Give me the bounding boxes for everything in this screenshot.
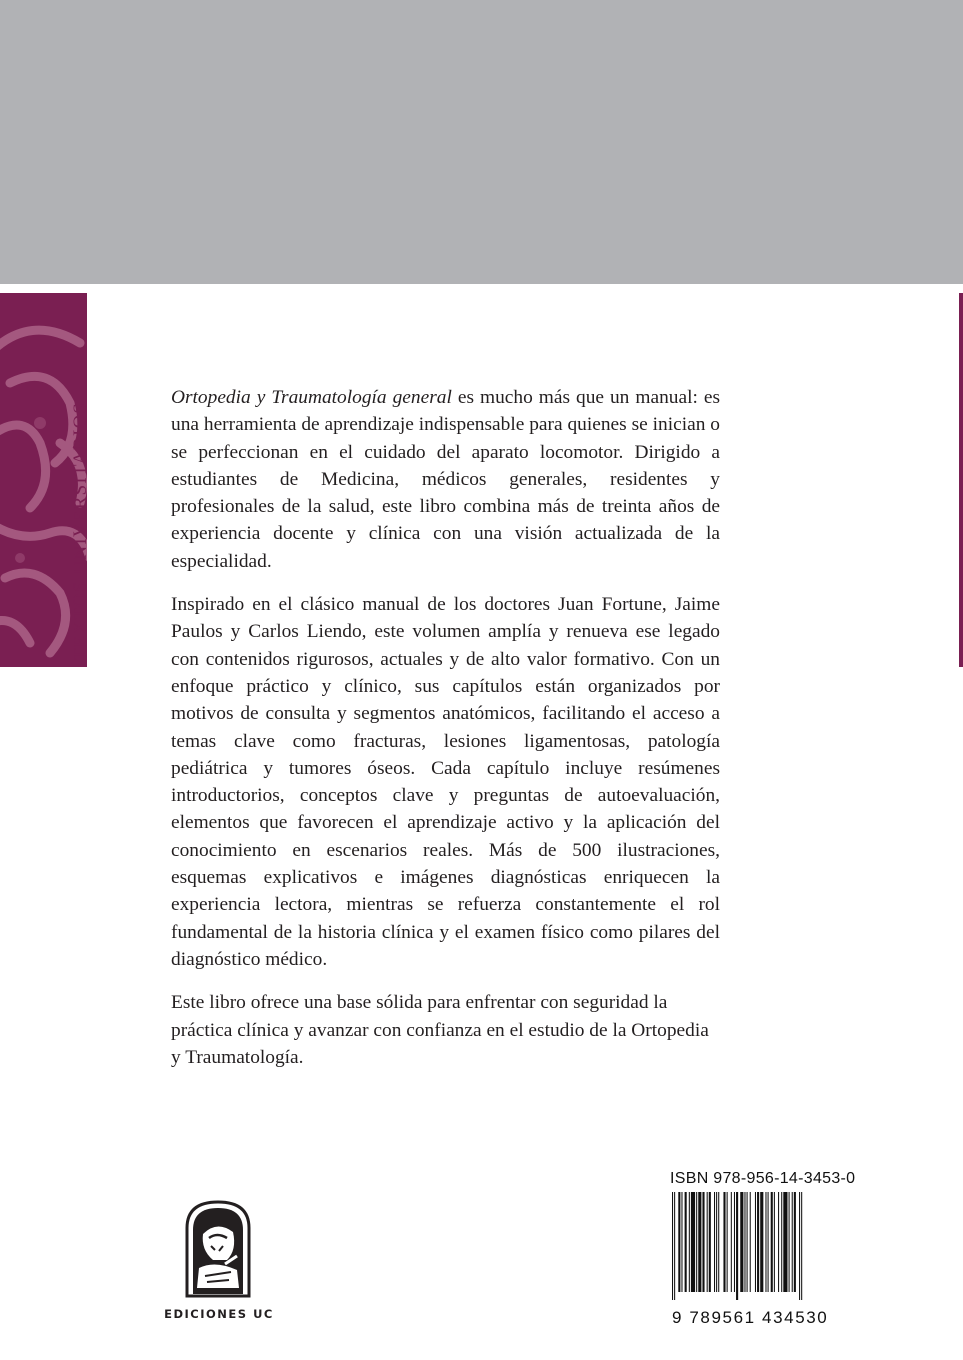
barcode-bar (757, 1192, 759, 1292)
barcode-bar (716, 1192, 717, 1292)
barcode-bar (714, 1192, 715, 1292)
barcode-bar (768, 1192, 769, 1292)
series-label: TEXTOS UNIVERSITARIOS (70, 401, 91, 660)
barcode-bar (696, 1192, 697, 1292)
barcode-icon (670, 1192, 840, 1300)
barcode-bar (778, 1192, 779, 1292)
top-gray-band (0, 0, 963, 284)
barcode-bar (672, 1192, 673, 1300)
barcode-bar (765, 1192, 766, 1292)
barcode-bar (789, 1192, 790, 1292)
barcode-bar (747, 1192, 748, 1292)
barcode-bar (801, 1192, 802, 1300)
barcode-bar (727, 1192, 728, 1292)
barcode-bar (698, 1192, 701, 1292)
paragraph-1-text: es mucho más que un manual: es una herramienta de aprendizaje indispensable para quienes se inician o se perfeccionan en el cuidado del aparato locomotor. Dirigido a estudiantes de Medicina, médicos generales, residentes y profesionales de la salud, este libro combina más de treinta años de experiencia docente y clínica con una visión actualizada de la especialidad. (171, 387, 720, 572)
barcode-bar (689, 1192, 690, 1292)
barcode-bar (723, 1192, 725, 1292)
barcode-bar (740, 1192, 743, 1292)
right-edge-band (959, 293, 963, 667)
barcode-bar (774, 1192, 775, 1292)
barcode-bar (707, 1192, 708, 1292)
barcode-bar (709, 1192, 711, 1292)
barcode-bar (781, 1192, 782, 1292)
barcode-bar (799, 1192, 800, 1300)
barcode-bar (750, 1192, 751, 1292)
barcode-bar (760, 1192, 763, 1292)
barcode-bar (794, 1192, 796, 1292)
barcode-bar (771, 1192, 773, 1292)
barcode-bar (783, 1192, 787, 1292)
barcode-bar (736, 1192, 738, 1300)
book-title: Ortopedia y Traumatología general (171, 387, 452, 408)
scholar-writing-logo-icon (179, 1198, 257, 1298)
barcode-bar (755, 1192, 756, 1292)
paragraph-1 (171, 384, 720, 575)
barcode-bar (691, 1192, 695, 1292)
barcode-bar (718, 1192, 719, 1292)
barcode-bar (678, 1192, 680, 1292)
publisher-name: EDICIONES UC (164, 1307, 274, 1321)
paragraph-3: Este libro ofrece una base sólida para enfrentar con seguridad la práctica clínica y avanzar con confianza en el estudio de la Ortopedia y Traumatología. (171, 992, 709, 1068)
barcode-bar (702, 1192, 704, 1292)
barcode-bar (681, 1192, 682, 1292)
barcode-bar (685, 1192, 687, 1292)
isbn-digits: 9 789561 434530 (672, 1308, 829, 1327)
barcode-bar (734, 1192, 735, 1292)
barcode-bar (744, 1192, 745, 1292)
back-cover-description (171, 384, 720, 1087)
barcode-bar (792, 1192, 793, 1292)
barcode-bar (731, 1192, 732, 1292)
isbn-label: ISBN 978-956-14-3453-0 (670, 1170, 856, 1187)
barcode-bar (674, 1192, 675, 1300)
paragraph-2: Inspirado en el clásico manual de los doctores Juan Fortune, Jaime Paulos y Carlos Liendo, este volumen amplía y renueva ese legado con contenidos rigurosos, actuales y de alto valor formativo. Con un enfoque práctico y clínico, sus capítulos están organizados por motivos de consulta y segmentos anatómicos, facilitando el acceso a temas clave como fracturas, lesiones ligamentosas, patología pediátrica y tumores óseos. Cada capítulo incluye resúmenes introductorios, conceptos clave y preguntas de autoevaluación, elementos que favorecen el aprendizaje activo y la aplicación del conocimiento en escenarios reales. Más de 500 ilustraciones, esquemas explicativos e imágenes diagnósticas enriquecen la experiencia lectora, mientras se refuerza constantemente el rol fundamental de la historia clínica y el examen físico como pilares del diagnóstico médico. (171, 594, 720, 970)
